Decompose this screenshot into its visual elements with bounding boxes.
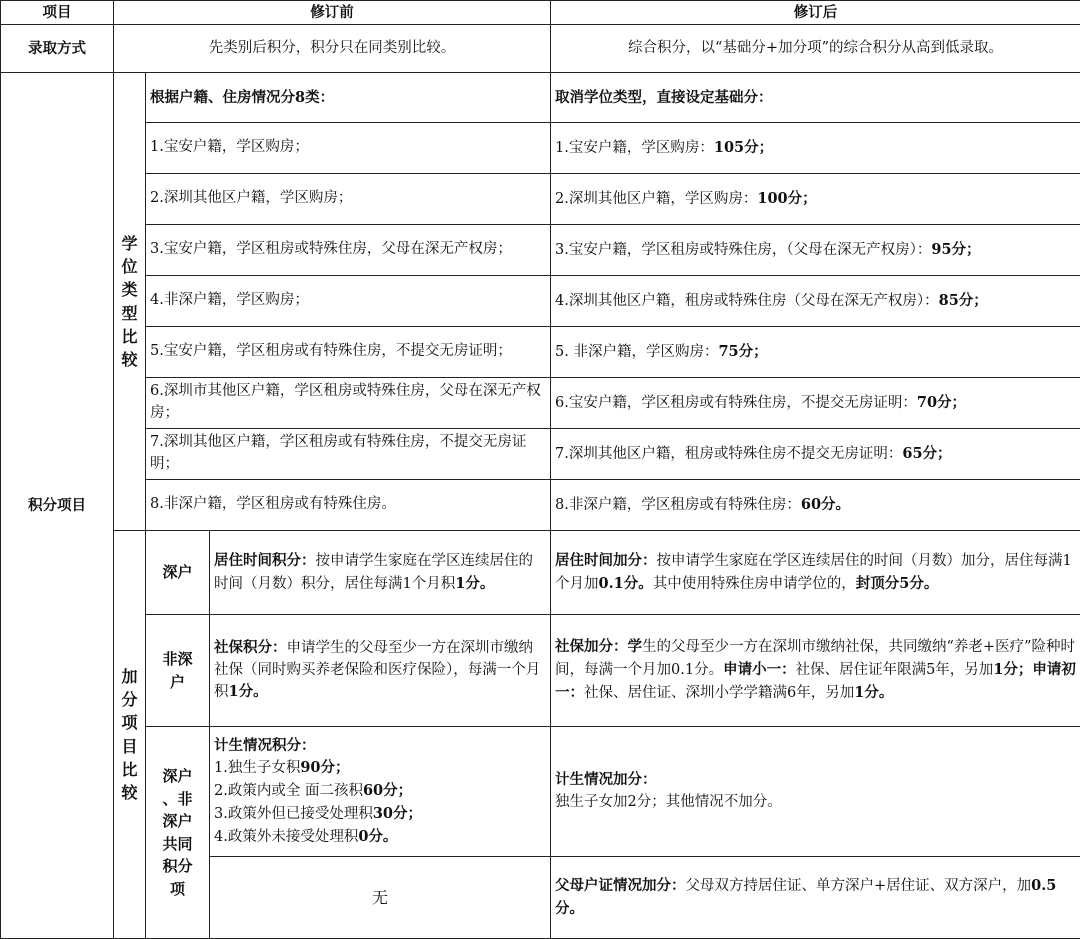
degree-before-cell: 5.宝安户籍，学区租房或有特殊住房，不提交无房证明； bbox=[146, 327, 551, 378]
degree-row bbox=[1, 174, 1080, 225]
degree-row bbox=[1, 276, 1080, 327]
degree-before-cell: 7.深圳其他区户籍，学区租房或有特殊住房，不提交无房证明； bbox=[146, 429, 551, 480]
header-row bbox=[1, 1, 1080, 25]
degree-before-cell: 2.深圳其他区户籍，学区购房； bbox=[146, 174, 551, 225]
degree-group-label: 学 位 类 型 比 较 bbox=[114, 73, 146, 531]
degree-title-row bbox=[1, 73, 1080, 123]
degree-after-cell: 3.宝安户籍，学区租房或特殊住房，（父母在深无产权房）：95分； bbox=[551, 225, 1080, 276]
degree-row bbox=[1, 225, 1080, 276]
degree-row bbox=[1, 327, 1080, 378]
degree-after-title: 取消学位类型，直接设定基础分： bbox=[551, 73, 1080, 123]
degree-row bbox=[1, 123, 1080, 174]
degree-after-cell: 7.深圳其他区户籍，租房或特殊住房不提交无房证明：65分； bbox=[551, 429, 1080, 480]
degree-after-cell: 1.宝安户籍，学区购房：105分； bbox=[551, 123, 1080, 174]
admission-before: 先类别后积分，积分只在同类别比较。 bbox=[114, 25, 551, 73]
bonus-feishen-row bbox=[1, 615, 1080, 727]
degree-before-cell: 3.宝安户籍，学区租房或特殊住房，父母在深无产权房； bbox=[146, 225, 551, 276]
common-after: 计生情况加分： 独生子女加2分；其他情况不加分。 bbox=[551, 727, 1080, 857]
header-after: 修订后 bbox=[551, 1, 1080, 25]
hukou-after: 父母户证情况加分：父母双方持居住证、单方深户+居住证、双方深户，加0.5分。 bbox=[551, 857, 1080, 939]
shenhu-before: 居住时间积分：按申请学生家庭在学区连续居住的时间（月数）积分，居住每满1个月积1分。 bbox=[210, 531, 551, 615]
header-item: 项目 bbox=[1, 1, 114, 25]
shenhu-label: 深户 bbox=[146, 531, 210, 615]
degree-after-cell: 2.深圳其他区户籍，学区购房：100分； bbox=[551, 174, 1080, 225]
degree-after-cell: 4.深圳其他区户籍，租房或特殊住房（父母在深无产权房）：85分； bbox=[551, 276, 1080, 327]
admission-label: 录取方式 bbox=[1, 25, 114, 73]
bonus-common-row bbox=[1, 727, 1080, 857]
hukou-before: 无 bbox=[210, 857, 551, 939]
degree-after-cell: 5. 非深户籍，学区购房：75分； bbox=[551, 327, 1080, 378]
degree-after-cell: 8.非深户籍，学区租房或有特殊住房：60分。 bbox=[551, 480, 1080, 531]
feishen-after: 社保加分：学生的父母至少一方在深圳市缴纳社保，共同缴纳“养老+医疗”险种时间，每满一个月加0.1分。申请小一：社保、居住证年限满5年，另加1分；申请初一：社保、居住证、深圳小学学籍满6年，另加1分。 bbox=[551, 615, 1080, 727]
feishen-before: 社保积分：申请学生的父母至少一方在深圳市缴纳社保（同时购买养老保险和医疗保险），每满一个月积1分。 bbox=[210, 615, 551, 727]
degree-before-cell: 6.深圳市其他区户籍，学区租房或特殊住房，父母在深无产权房； bbox=[146, 378, 551, 429]
degree-before-cell: 8.非深户籍，学区租房或有特殊住房。 bbox=[146, 480, 551, 531]
feishen-label: 非深 户 bbox=[146, 615, 210, 727]
degree-row bbox=[1, 429, 1080, 480]
degree-before-cell: 4.非深户籍，学区购房； bbox=[146, 276, 551, 327]
admission-after: 综合积分，以“基础分+加分项”的综合积分从高到低录取。 bbox=[551, 25, 1080, 73]
degree-row bbox=[1, 378, 1080, 429]
common-before: 计生情况积分： 1.独生子女积90分； 2.政策内或全 面二孩积60分； 3.政策外但已接受处理积30分； 4.政策外未接受处理积0分。 bbox=[210, 727, 551, 857]
degree-row bbox=[1, 480, 1080, 531]
admission-row bbox=[1, 25, 1080, 73]
points-label: 积分项目 bbox=[1, 73, 114, 939]
bonus-shenhu-row bbox=[1, 531, 1080, 615]
bonus-group-label: 加 分 项 目 比 较 bbox=[114, 531, 146, 939]
degree-before-cell: 1.宝安户籍，学区购房； bbox=[146, 123, 551, 174]
degree-before-title: 根据户籍、住房情况分8类： bbox=[146, 73, 551, 123]
degree-after-cell: 6.宝安户籍，学区租房或有特殊住房，不提交无房证明：70分； bbox=[551, 378, 1080, 429]
header-before: 修订前 bbox=[114, 1, 551, 25]
shenhu-after: 居住时间加分：按申请学生家庭在学区连续居住的时间（月数）加分，居住每满1个月加0.1分。其中使用特殊住房申请学位的，封顶分5分。 bbox=[551, 531, 1080, 615]
common-label: 深户 、非 深户 共同 积分 项 bbox=[146, 727, 210, 939]
